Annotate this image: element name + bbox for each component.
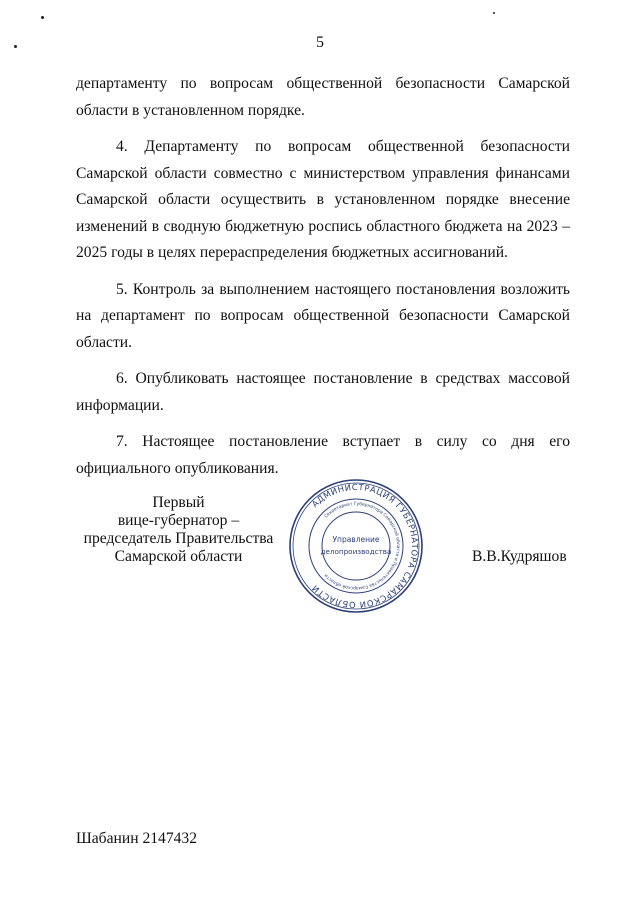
seal-outer-text: АДМИНИСТРАЦИЯ ГУБЕРНАТОРА САМАРСКОЙ ОБЛАСТИ [309,481,421,611]
seal-center-line-2: делопроизводства [320,547,392,556]
body-text [76,71,570,492]
paragraph-item-4: 4. Департаменту по вопросам общественной безопасности Самарской области совместно с министерством управления финансами Самарской области осуществить в установленном порядке внесение изменений в сводную бюджетную роспись областного бюджета на 2023 – 2025 годы в целях перераспределения бюджетных ассигнований. [76,138,570,261]
position-line: вице-губернатор – [117,512,240,529]
position-line: Самарской области [114,548,243,565]
paragraph-continuation: департаменту по вопросам общественной безопасности Самарской области в установленном порядке. [76,75,570,119]
scan-speck [41,16,44,19]
official-seal [288,478,424,614]
paragraph-item-7: 7. Настоящее постановление вступает в силу со дня его официального опубликования. [76,433,570,477]
position-line: Первый [152,494,205,511]
position-line: председатель Правительства [83,530,274,547]
paragraph-item-6: 6. Опубликовать настоящее постановление в средствах массовой информации. [76,370,570,414]
seal-inner-ring [322,512,390,580]
scan-speck [493,12,495,14]
seal-inner-text: Секретариат Губернатора Самарской области и Правительства Самарской области [323,501,401,591]
page-number: 5 [316,34,324,51]
seal-center-line-1: Управление [332,535,380,544]
paragraph-item-5: 5. Контроль за выполнением настоящего постановления возложить на департамент по вопросам общественной безопасности Самарской области. [76,280,570,351]
seal-outer-ring [290,480,422,612]
executor-info: Шабанин 2147432 [76,830,198,847]
signatory-position [76,494,281,566]
seal-middle-ring [309,499,403,593]
signer-name: В.В.Кудряшов [472,548,567,565]
